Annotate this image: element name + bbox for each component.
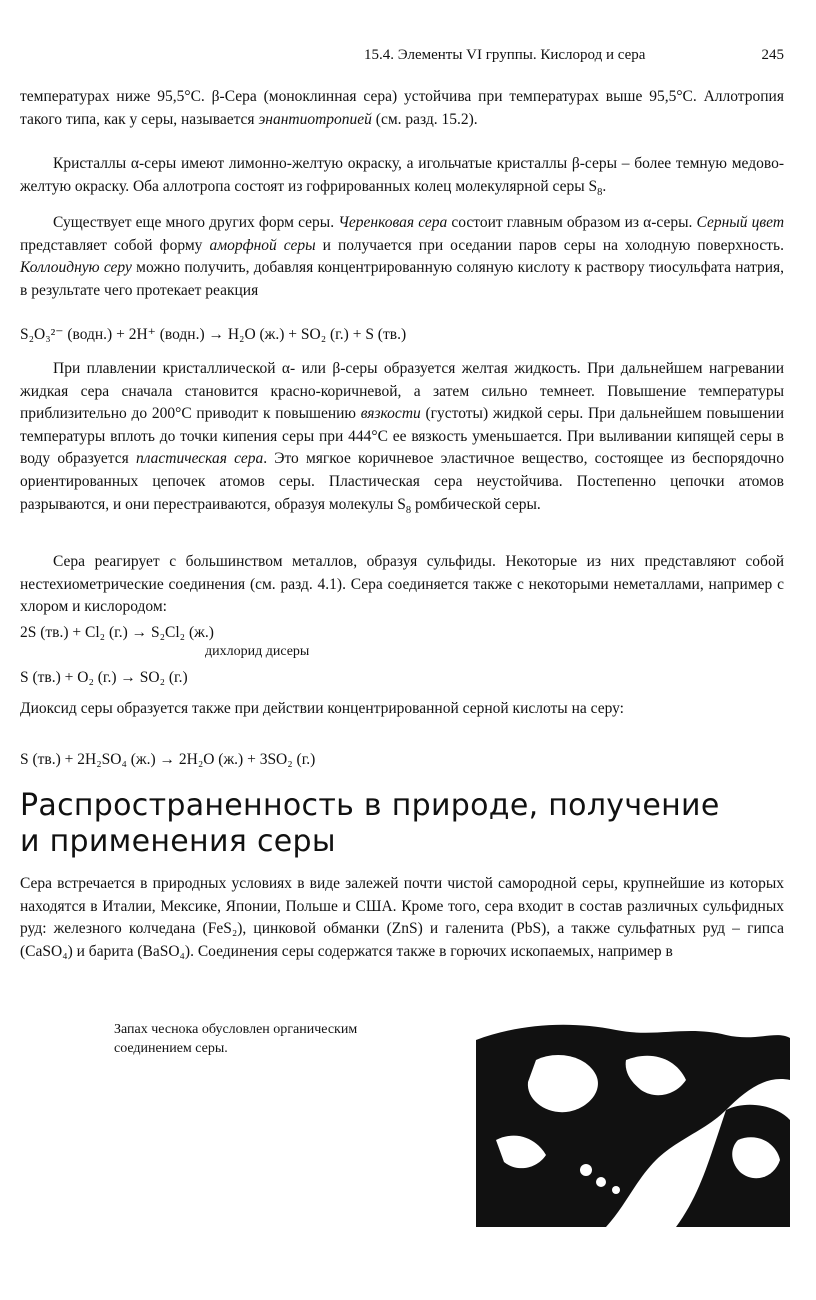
term-cherenkov-sulfur: Черенковая сера (338, 214, 448, 231)
paragraph-crystals: Кристаллы α-серы имеют лимонно-желтую окраску, а игольчатые кристаллы β-серы – более темную медово-желтую окраску. Оба аллотропа состоят из гофрированных колец молекулярной серы $S_8$. (20, 155, 784, 198)
term-amorphous-sulfur: аморфной серы (209, 236, 316, 254)
section-title: 15.4. Элементы VI группы. Кислород и сера (364, 47, 646, 63)
paragraph-melting: При плавлении кристаллической α- или β-серы образуется желтая жидкость. При дальнейшем нагревании жидкая сера сначала становится красно-коричневой, а затем сильно темнеет. Повышение температуры приблизительно до 200°С приводит к повышению вязкости (густоты) жидкой серы. При дальнейшем повышении температуры вплоть до точки кипения серы при 444°С ее вязкость уменьшается. При выливании кипящей серы в воду образуется пластическая сера. Это мягкое коричневое эластичное вещество, состоящее из беспорядочно ориентированных цепочек атомов серы. Пластическая сера неустойчива. Постепенно цепочки атомов разрываются, и они перестраиваются, образуя молекулы $S_8$ ромбической серы. (20, 360, 784, 516)
term-sulfur-flower: Серный цвет (696, 214, 785, 231)
term-colloidal-sulfur: Коллоидную серу (20, 259, 132, 277)
term-plastic-sulfur: пластическая сера (135, 450, 264, 468)
paragraph-sulfur-dioxide: Диоксид серы образуется также при действии концентрированной серной кислоты на серу: (20, 700, 624, 717)
equation-sulfuric-acid: S (тв.) + 2H₂SO₄ (ж.) → 2H₂O (ж.) + 3SO₂ (г.) (20, 751, 316, 768)
equation-thiosulfate: S₂O₃²⁻ (водн.) + 2H⁺ (водн.) → H₂O (ж.) + SO₂ (г.) + S (тв.) (20, 326, 407, 343)
photo-caption: Запах чеснока обусловлен органическим соединением серы. (114, 1022, 358, 1056)
paragraph-allotropy: температурах ниже 95,5°С. β-Сера (моноклинная сера) устойчива при температурах выше 95,5°С. Аллотропия такого типа, как у серы, называется энантиотропией (см. разд. 15.2). (20, 88, 784, 128)
equation-oxygen: S (тв.) + O₂ (г.) → SO₂ (г.) (20, 669, 188, 686)
paragraph-reactions: Сера реагирует с большинством металлов, образуя сульфиды. Некоторые из них представляют собой нестехиометрические соединения (см. разд. 4.1). Сера соединяется также с некоторыми неметаллами, например с хлором и кислородом: (20, 553, 784, 616)
equation-product-name: дихлорид дисеры (205, 644, 310, 659)
paragraph-occurrence: Сера встречается в природных условиях в виде залежей почти чистой самородной серы, крупнейшие из которых находятся в Италии, Мексике, Японии, Польше и США. Кроме того, сера входит в состав различных сульфидных руд: железного колчедана (FeS₂), цинковой обманки (ZnS) и галенита (PbS), а также сульфатных руд – гипса (CaSO₄) и барита (BaSO₄). Соединения серы содержатся также в горючих ископаемых, например в (20, 875, 784, 960)
running-header (364, 47, 784, 64)
section-heading: Распространенность в природе, получение и применения серы (20, 788, 720, 859)
equation-chlorine: 2S (тв.) + Cl₂ (г.) → S₂Cl₂ (ж.) (20, 624, 214, 641)
term-enantiotropy: энантиотропией (258, 110, 372, 128)
paragraph-forms: Существует еще много других форм серы. Черенковая сера состоит главным образом из α-серы. Серный цвет представляет собой форму аморфной серы и получается при оседании паров серы на холодную поверхность. Коллоидную серу можно получить, добавляя концентрированную соляную кислоту к раствору тиосульфата натрия, в результате чего протекает реакция (20, 214, 785, 299)
term-viscosity: вязкости (360, 405, 421, 423)
page-number: 245 (761, 47, 784, 63)
garlic-photo (476, 1020, 790, 1227)
